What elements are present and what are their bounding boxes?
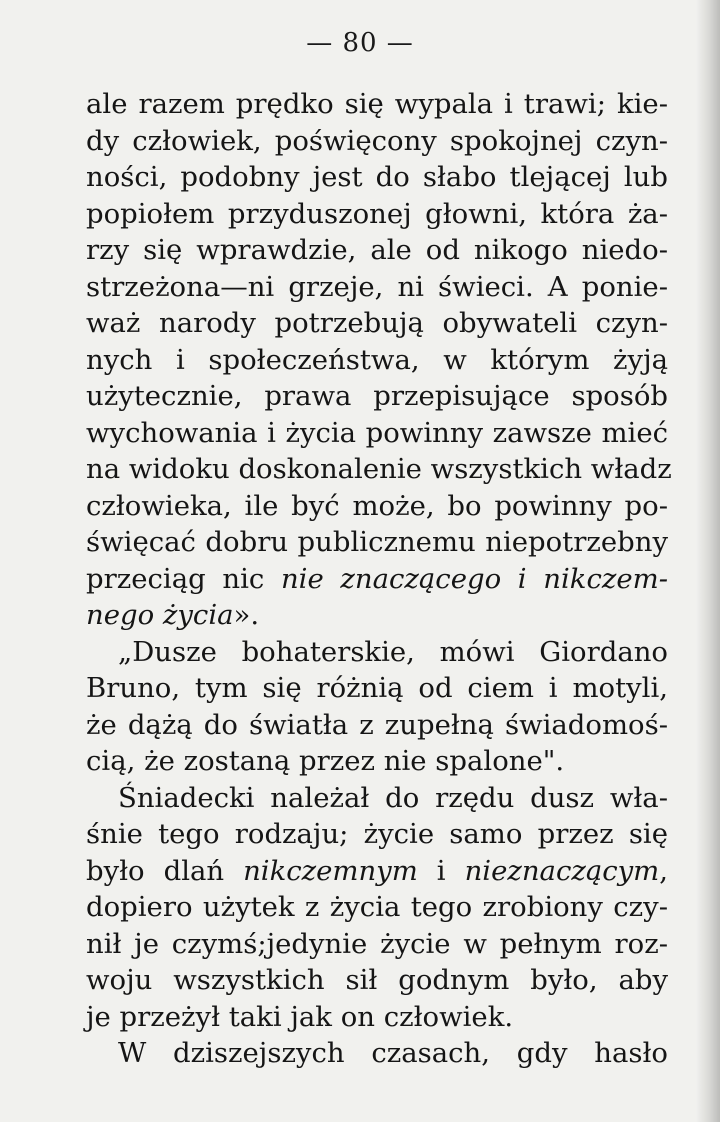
line-text: ale razem prędko się wypala i trawi; kie- bbox=[86, 88, 668, 120]
line-text: dy człowiek, poświęcony spokojnej czyn- bbox=[86, 124, 668, 157]
line-text: cią, że zostaną przez nie spalone". bbox=[86, 745, 565, 777]
text-line bbox=[86, 488, 668, 525]
body-text bbox=[86, 86, 672, 1072]
line-text: „Dusze bohaterskie, mówi Giordano bbox=[118, 635, 668, 668]
line-text: wychowania i życia powinny zawsze mieć bbox=[86, 416, 668, 449]
line-text: rzy się wprawdzie, ale od nikogo niedo- bbox=[86, 234, 668, 266]
text-line bbox=[86, 743, 668, 780]
text-line bbox=[86, 451, 672, 488]
text-line bbox=[86, 597, 668, 634]
text-line bbox=[86, 634, 668, 671]
line-text: nych i społeczeństwa, w którym żyją bbox=[86, 343, 668, 376]
text-line bbox=[86, 159, 668, 196]
line-text: woju wszystkich sił godnym było, aby bbox=[86, 964, 668, 996]
line-text: dopiero użytek z życia tego zrobiony czy- bbox=[86, 891, 668, 923]
text-line bbox=[86, 232, 668, 269]
italic-text: nego życia bbox=[86, 599, 234, 631]
line-text: Bruno, tym się różnią od ciem i motyli, bbox=[86, 672, 668, 704]
text-line bbox=[86, 415, 668, 452]
line-text: , bbox=[659, 854, 668, 887]
line-text: święcać dobru publicznemu niepotrzebny bbox=[86, 526, 668, 558]
line-text: W dziszejszych czasach, gdy hasło bbox=[118, 1037, 668, 1069]
text-line bbox=[86, 86, 668, 123]
page-number: — 80 — bbox=[306, 28, 414, 58]
text-line bbox=[86, 670, 668, 707]
text-line bbox=[86, 926, 668, 963]
line-text: waż narody potrzebują obywateli czyn- bbox=[86, 307, 668, 339]
line-text: nił je czymś;jedynie życie w pełnym roz- bbox=[86, 927, 668, 960]
text-line bbox=[86, 342, 668, 379]
text-line bbox=[86, 123, 668, 160]
text-line bbox=[86, 780, 668, 817]
line-text: je przeżył taki jak on człowiek. bbox=[86, 1000, 514, 1033]
line-text: na widoku doskonalenie wszystkich władz bbox=[86, 453, 672, 485]
page-edge-shadow bbox=[696, 0, 720, 1122]
line-text: przeciąg nic bbox=[86, 562, 281, 595]
text-line bbox=[86, 524, 668, 561]
text-line bbox=[86, 707, 668, 744]
italic-text: nie znaczącego i nikczem- bbox=[280, 562, 668, 595]
line-text: popiołem przyduszonej głowni, która ża- bbox=[86, 197, 668, 230]
italic-text: nikczemnym bbox=[243, 854, 418, 887]
text-line bbox=[86, 853, 668, 890]
text-line bbox=[86, 561, 668, 598]
line-text: że dążą do światła z zupełną świadomoś- bbox=[86, 708, 668, 741]
text-line bbox=[86, 1035, 668, 1072]
text-line bbox=[86, 962, 668, 999]
text-line bbox=[86, 269, 668, 306]
text-line bbox=[86, 305, 668, 342]
line-text: było dlań bbox=[86, 854, 244, 887]
text-line bbox=[86, 378, 668, 415]
line-text: człowieka, ile być może, bo powinny po- bbox=[86, 489, 668, 522]
text-line bbox=[86, 999, 668, 1036]
line-text: śnie tego rodzaju; życie samo przez się bbox=[86, 818, 668, 850]
line-text: użytecznie, prawa przepisujące sposób bbox=[86, 380, 668, 412]
line-text: ». bbox=[233, 599, 260, 631]
line-text: strzeżona—ni grzeje, ni świeci. A ponie- bbox=[86, 270, 668, 303]
line-text: Śniadecki należał do rzędu dusz wła- bbox=[118, 781, 668, 814]
line-text: i bbox=[417, 854, 465, 887]
text-line bbox=[86, 889, 668, 926]
text-line bbox=[86, 816, 668, 853]
italic-text: nieznaczącym bbox=[464, 854, 660, 887]
line-text: ności, podobny jest do słabo tlejącej lub bbox=[86, 161, 668, 193]
text-line bbox=[86, 196, 668, 233]
